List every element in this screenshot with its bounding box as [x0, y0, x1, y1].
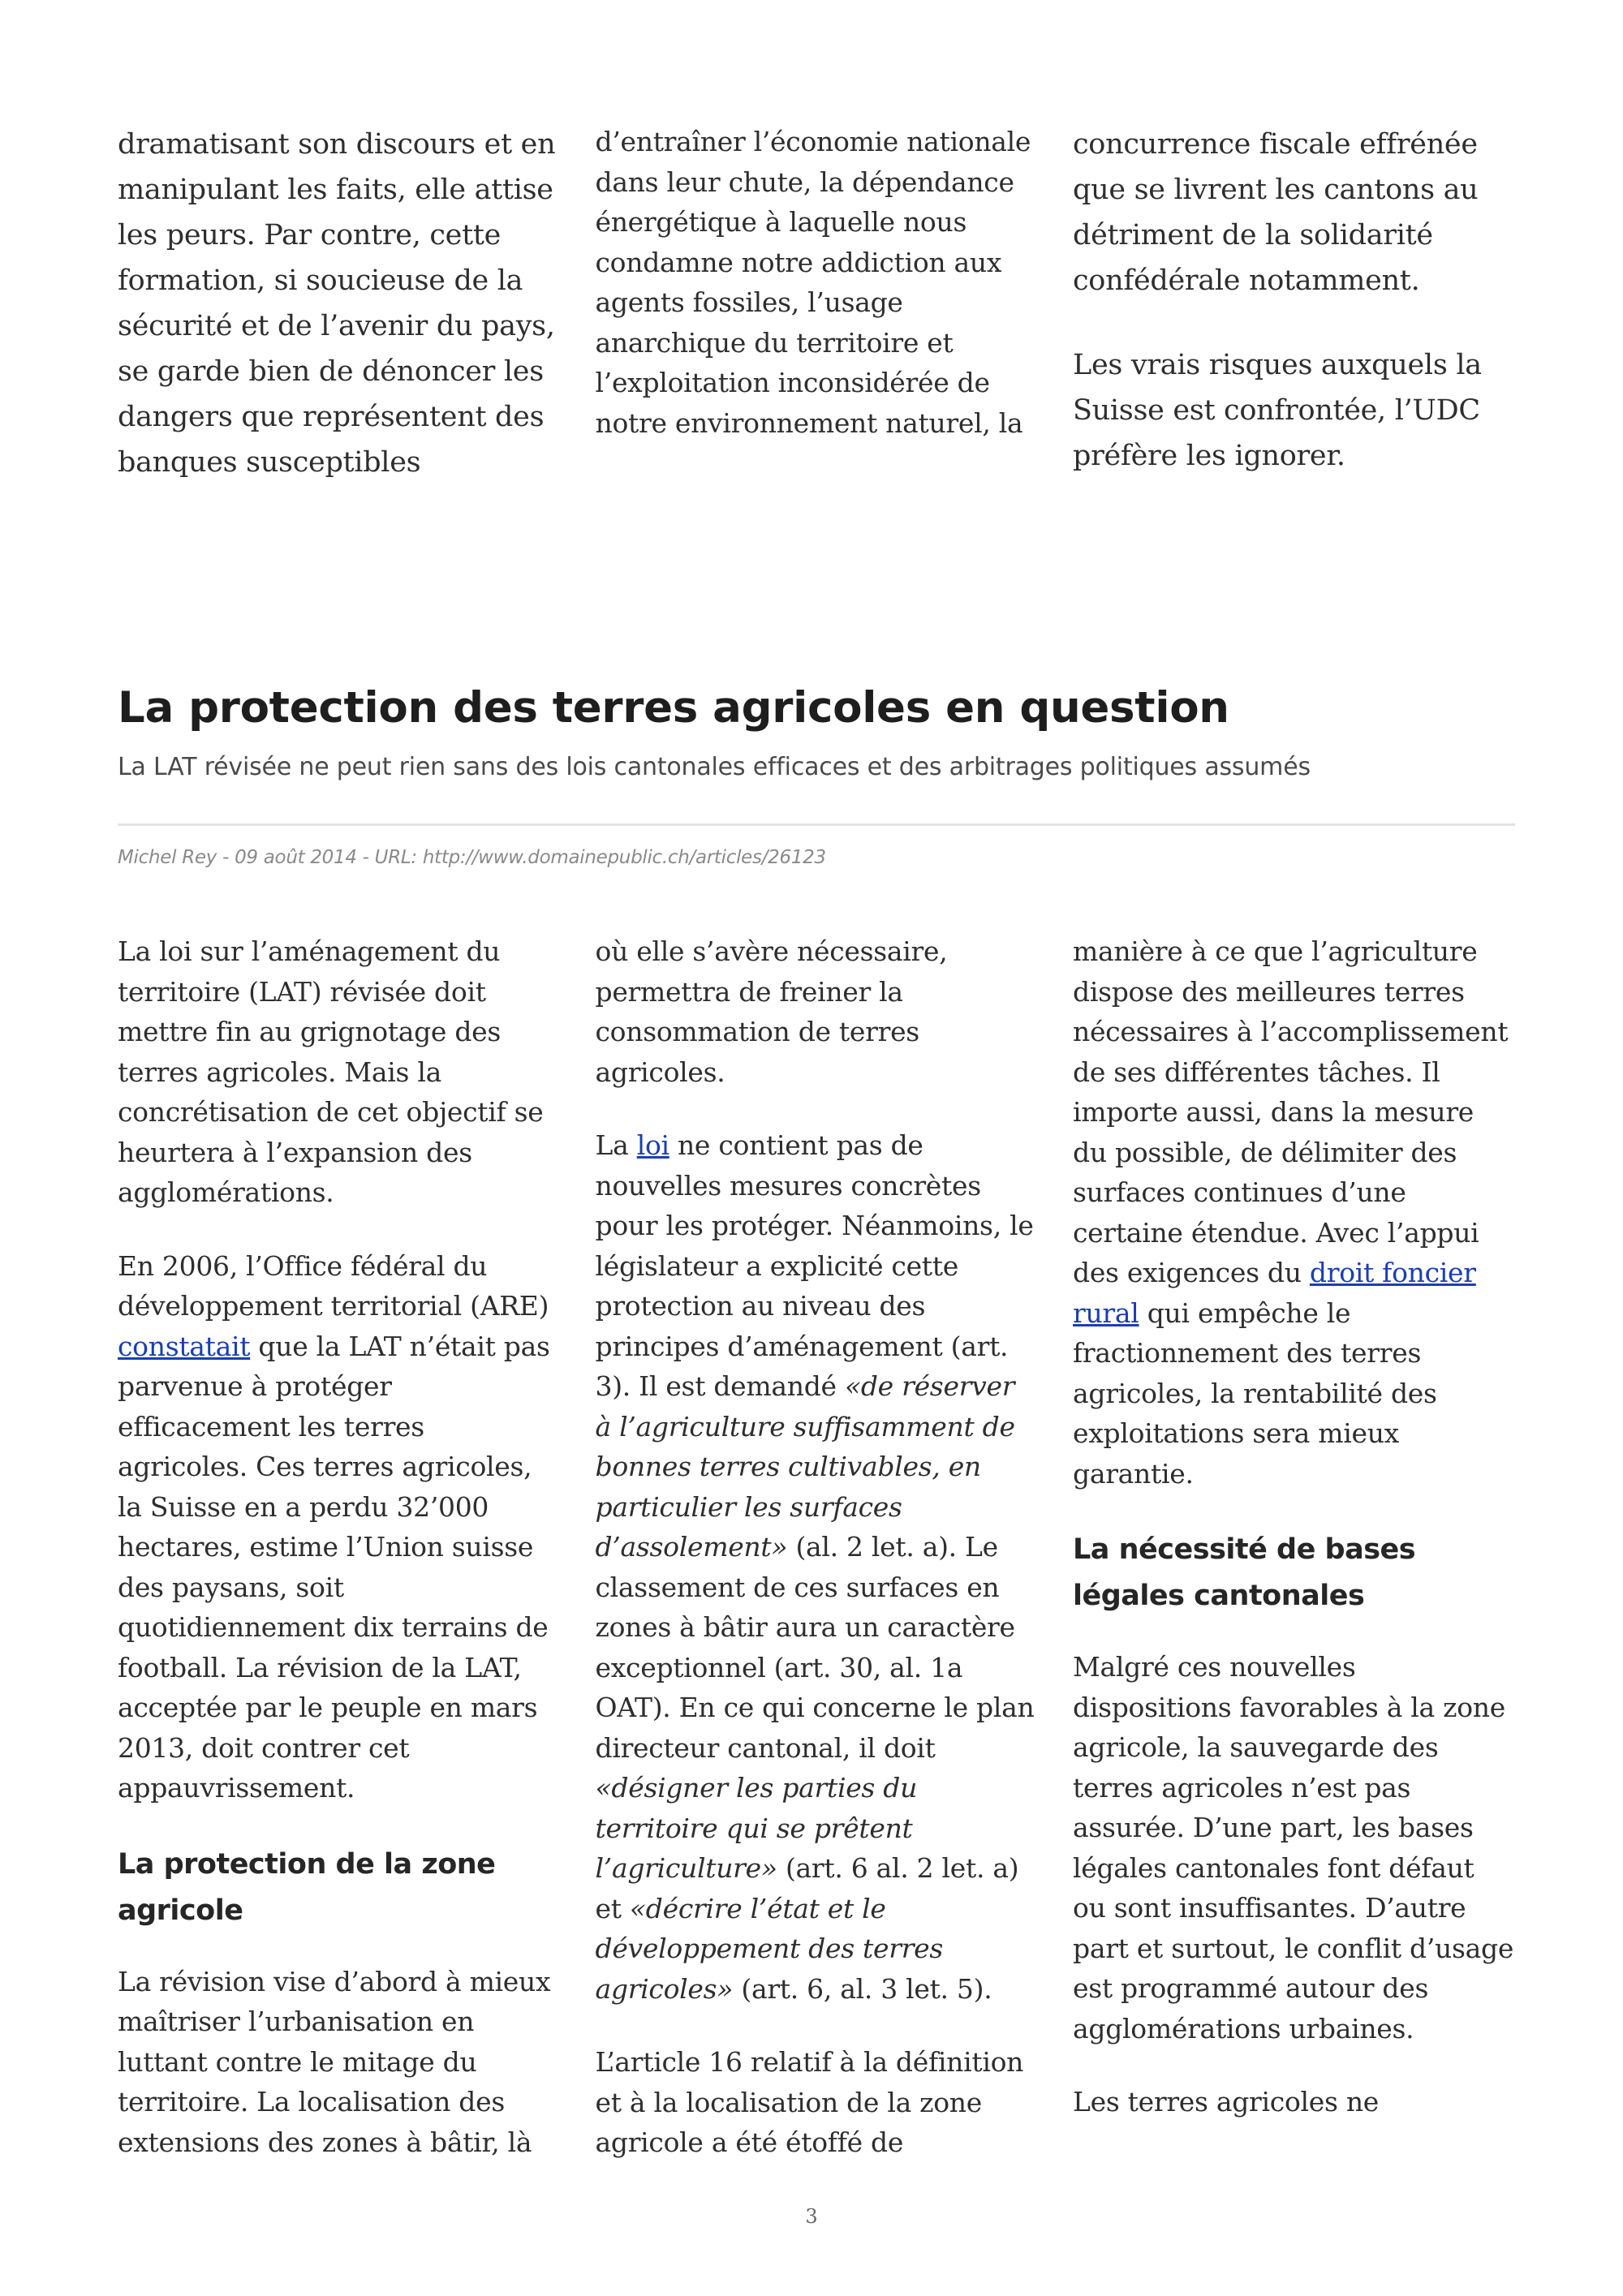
page-number: 3: [805, 2205, 818, 2228]
previous-article-columns: [118, 122, 1515, 518]
paragraph: En 2006, l’Office fédéral du développement territorial (ARE) constatait que la LAT n’était pas parvenue à protéger efficacement les terres agricoles. Ces terres agricoles, la Suisse en a perdu 32’000 hectares, estime l’Union suisse des paysans, soit quotidiennement dix terrains de football. La révision de la LAT, acceptée par le peuple en mars 2013, doit contrer cet appauvrissement.: [118, 1249, 550, 1804]
link-constatait[interactable]: constatait: [118, 1330, 251, 1362]
paragraph: dramatisant son discours et en manipulant les faits, elle attise les peurs. Par contre, cette formation, si soucieuse de la sécurité et de l’avenir du pays, se garde bien de dénoncer les dangers que représentent des banques susceptibles: [118, 128, 556, 479]
column-1: [118, 122, 560, 518]
column-2: [596, 931, 1038, 2196]
paragraph: d’entraîner l’économie nationale dans leur chute, la dépendance énergétique à laquelle nous condamne notre addiction aux agents fossiles, l’usage anarchique du territoire et l’exploitation inconsidérée de notre environnement naturel, la: [595, 126, 1031, 439]
column-1: [118, 931, 560, 2196]
link-droit-foncier-rural[interactable]: droit foncier rural: [1073, 1257, 1476, 1329]
quote: «désigner les parties du territoire qui se prêtent l’agriculture»: [595, 1772, 918, 1884]
article-title: La protection des terres agricoles en question: [118, 683, 1229, 733]
column-3: [1073, 931, 1515, 2196]
quote: «décrire l’état et le développement des terres agricoles»: [595, 1892, 944, 2005]
divider: [118, 823, 1515, 826]
paragraph: concurrence fiscale effrénée que se livrent les cantons au détriment de la solidarité confédérale notamment.: [1073, 128, 1479, 297]
column-2: [596, 122, 1038, 518]
column-3: [1073, 122, 1515, 518]
paragraph: La loi ne contient pas de nouvelles mesures concrètes pour les protéger. Néanmoins, le législateur a explicité cette protection au niveau des principes d’aménagement (art. 3). Il est demandé «de réserver à l’agriculture suffisamment de bonnes terres cultivables, en particulier les surfaces d’assolement» (al. 2 let. a). Le classement de ces surfaces en zones à bâtir aura un caractère exceptionnel (art. 30, al. 1a OAT). En ce qui concerne le plan directeur cantonal, il doit «désigner les parties du territoire qui se prêtent l’agriculture» (art. 6 al. 2 let. a) et «décrire l’état et le développement des terres agricoles» (art. 6, al. 3 let. 5).: [595, 1129, 1035, 2005]
paragraph: Les vrais risques auxquels la Suisse est confrontée, l’UDC préfère les ignorer.: [1073, 349, 1482, 472]
paragraph: La révision vise d’abord à mieux maîtriser l’urbanisation en luttant contre le mitage du territoire. La localisation des extensions des zones à bâtir, là: [118, 1965, 551, 2158]
paragraph: Les terres agricoles ne: [1073, 2086, 1380, 2118]
paragraph: manière à ce que l’agriculture dispose des meilleures terres nécessaires à l’accomplissement de ses différentes tâches. Il importe aussi, dans la mesure du possible, de délimiter des surfaces continues d’une certaine étendue. Avec l’appui des exigences du droit foncier rural qui empêche le fractionnement des terres agricoles, la rentabilité des exploitations sera mieux garantie.: [1073, 935, 1509, 1490]
section-heading: La nécessité de bases légales cantonales: [1073, 1533, 1416, 1612]
paragraph: L’article 16 relatif à la définition et à la localisation de la zone agricole a été étoffé de: [595, 2046, 1024, 2158]
quote: «de réserver à l’agriculture suffisamment de bonnes terres cultivables, en particulier les surfaces d’assolement»: [595, 1370, 1015, 1563]
paragraph: La loi sur l’aménagement du territoire (LAT) révisée doit mettre fin au grignotage des terres agricoles. Mais la concrétisation de cet objectif se heurtera à l’expansion des agglomérations.: [118, 935, 544, 1208]
paragraph: où elle s’avère nécessaire, permettra de freiner la consommation de terres agricoles.: [595, 935, 948, 1088]
article-columns: [118, 931, 1515, 2196]
section-heading: La protection de la zone agricole: [118, 1847, 496, 1927]
article-meta: Michel Rey - 09 août 2014 - URL: http://www.domainepublic.ch/articles/26123: [118, 847, 826, 868]
paragraph: Malgré ces nouvelles dispositions favorables à la zone agricole, la sauvegarde des terres agricoles n’est pas assurée. D’une part, les bases légales cantonales font défaut ou sont insuffisantes. D’autre part et surtout, le conflit d’usage est programmé autour des agglomérations urbaines.: [1073, 1651, 1514, 2044]
link-loi[interactable]: loi: [636, 1129, 669, 1161]
article-subtitle: La LAT révisée ne peut rien sans des lois cantonales efficaces et des arbitrages politiques assumés: [118, 753, 1311, 781]
